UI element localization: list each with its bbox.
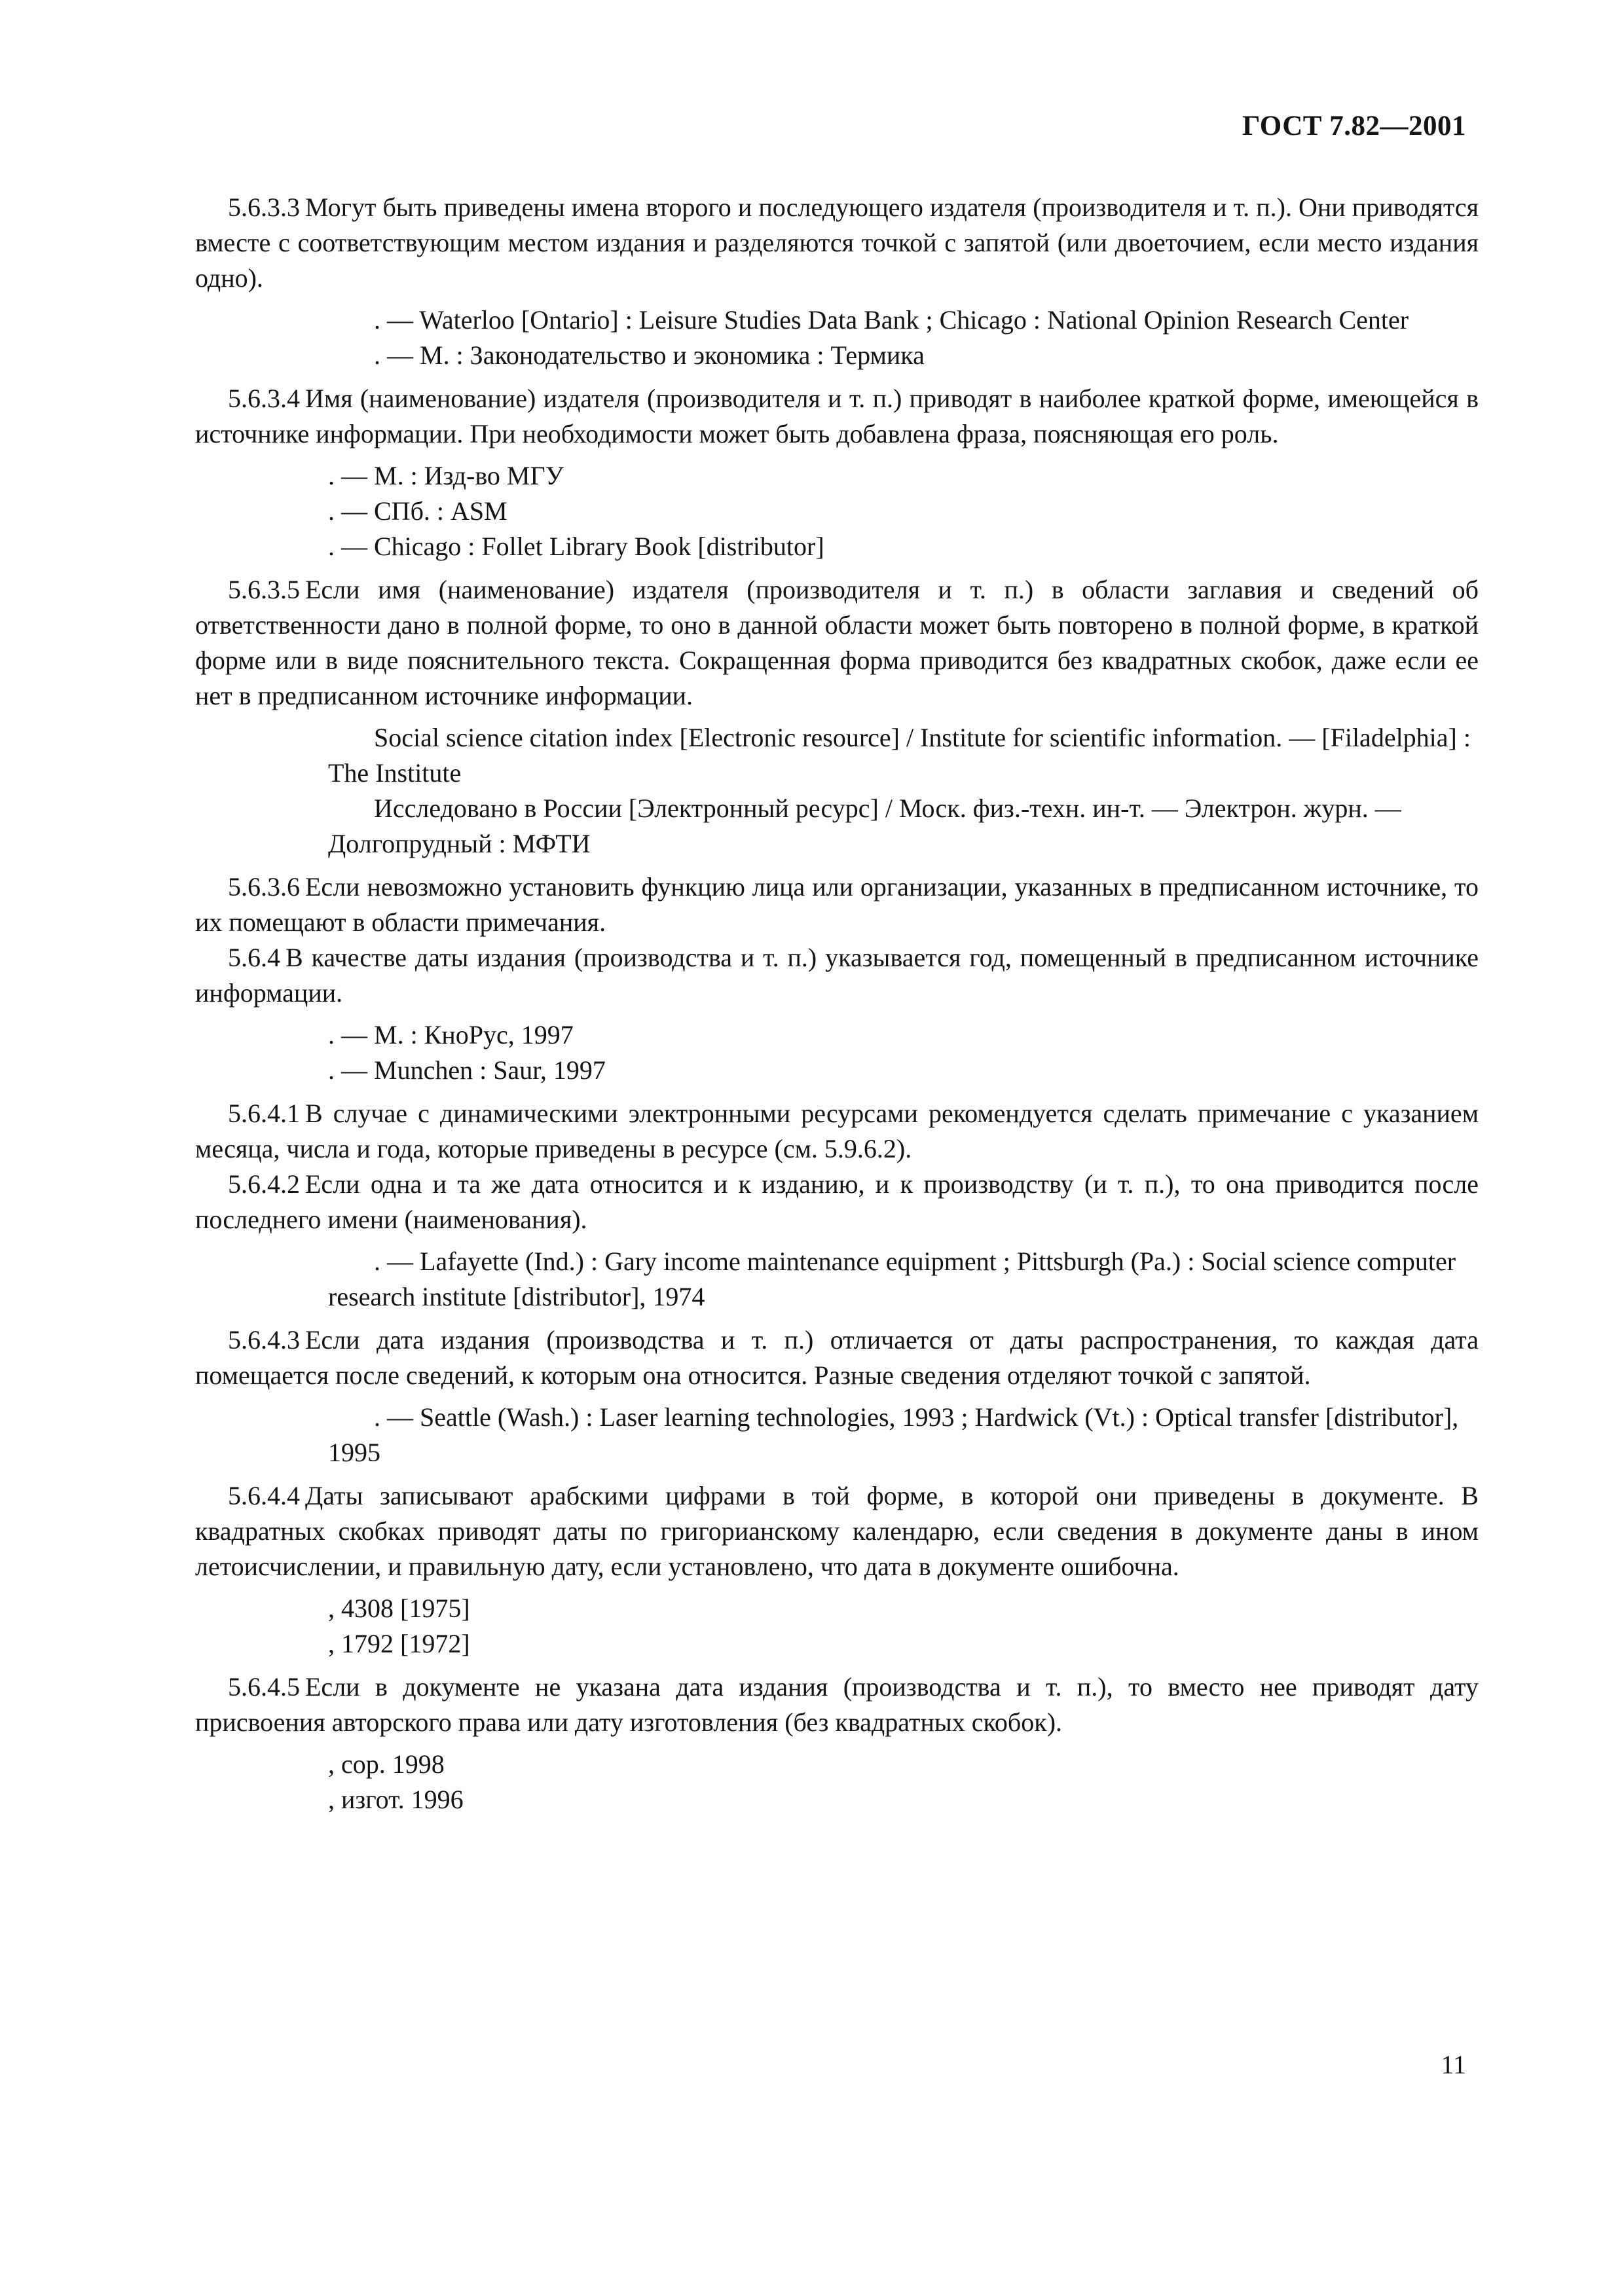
document-body [195, 190, 1479, 1825]
example-line: . — М. : КноРус, 1997 [328, 1020, 574, 1049]
paragraph-5-6-4-5 [195, 1669, 1479, 1740]
paragraph-5-6-3-4 [195, 381, 1479, 452]
example-line: . — Lafayette (Ind.) : Gary income maintenance equipment ; Pittsburgh (Pa.) : Social science computer research institute [distributor], 1974 [328, 1247, 1456, 1311]
clause-number: 5.6.4.3 [228, 1325, 300, 1355]
clause-number: 5.6.4.1 [228, 1099, 300, 1128]
example-block [195, 1591, 1479, 1662]
example-block [195, 302, 1479, 373]
paragraph-5-6-3-5 [195, 572, 1479, 714]
example-line: . — Seattle (Wash.) : Laser learning technologies, 1993 ; Hardwick (Vt.) : Optical transfer [distributor], 1995 [328, 1402, 1459, 1467]
example-line: , cop. 1998 [328, 1749, 445, 1779]
document-header: ГОСТ 7.82—2001 [1242, 111, 1466, 141]
example-line: Social science citation index [Electronic resource] / Institute for scientific information. — [Filadelphia] : The Institute [328, 723, 1471, 788]
example-line: . — Munchen : Saur, 1997 [328, 1055, 606, 1085]
example-block [195, 1400, 1479, 1470]
example-block [195, 720, 1479, 862]
paragraph-5-6-4-1 [195, 1096, 1479, 1167]
example-line: . — Chicago : Follet Library Book [distributor] [328, 532, 824, 561]
paragraph-text: Если дата издания (производства и т. п.) отличается от даты распространения, то каждая дата помещается после сведений, к которым она относится. Разные сведения отделяют точкой с запятой. [195, 1325, 1479, 1390]
example-block [195, 1017, 1479, 1088]
paragraph-5-6-4-3 [195, 1322, 1479, 1393]
example-block [195, 1747, 1479, 1817]
paragraph-text: Если одна и та же дата относится и к изданию, и к производству (и т. п.), то она приводится после последнего имени (наименования). [195, 1169, 1479, 1234]
paragraph-5-6-4-2 [195, 1167, 1479, 1237]
clause-number: 5.6.4 [228, 943, 280, 972]
paragraph-text: Имя (наименование) издателя (производителя и т. п.) приводят в наиболее краткой форме, имеющейся в источнике информации. При необходимости может быть добавлена фраза, поясняющая его роль. [195, 384, 1479, 448]
clause-number: 5.6.4.5 [228, 1672, 300, 1702]
page-number: 11 [1441, 2050, 1466, 2079]
paragraph-text: Если имя (наименование) издателя (производителя и т. п.) в области заглавия и сведений об ответственности дано в полной форме, то оно в данной области может быть повторено в полной форме, в краткой форме или в виде пояснительного текста. Сокращенная форма приводится без квадратных скобок, даже если ее нет в предписанном источнике информации. [195, 575, 1479, 710]
clause-number: 5.6.3.4 [228, 384, 300, 413]
paragraph-5-6-4 [195, 940, 1479, 1011]
paragraph-text: Даты записывают арабскими цифрами в той форме, в которой они приведены в документе. В квадратных скобках приводят даты по григорианскому календарю, если сведения в документе даны в ином летоисчислении, и правильную дату, если установлено, что дата в документе ошибочна. [195, 1481, 1479, 1581]
paragraph-5-6-4-4 [195, 1478, 1479, 1584]
example-line: , 4308 [1975] [328, 1594, 470, 1623]
paragraph-text: Могут быть приведены имена второго и последующего издателя (производителя и т. п.). Они приводятся вместе с соответствующим местом издания и разделяются точкой с запятой (или двоеточием, если место издания одно). [195, 192, 1479, 293]
example-line: . — Waterloo [Ontario] : Leisure Studies Data Bank ; Chicago : National Opinion Research Center [374, 305, 1409, 335]
clause-number: 5.6.3.3 [228, 192, 300, 222]
example-line: . — М. : Изд-во МГУ [328, 461, 564, 490]
paragraph-text: В случае с динамическими электронными ресурсами рекомендуется сделать примечание с указанием месяца, числа и года, которые приведены в ресурсе (см. 5.9.6.2). [195, 1099, 1479, 1163]
paragraph-text: Если невозможно установить функцию лица или организации, указанных в предписанном источнике, то их помещают в области примечания. [195, 872, 1479, 937]
example-line: Исследовано в России [Электронный ресурс] / Моск. физ.-техн. ин-т. — Электрон. журн. — Долгопрудный : МФТИ [328, 793, 1401, 858]
example-line: . — М. : Законодательство и экономика : Термика [374, 340, 925, 370]
paragraph-text: Если в документе не указана дата издания (производства и т. п.), то вместо нее приводят дату присвоения авторского права или дату изготовления (без квадратных скобок). [195, 1672, 1479, 1737]
paragraph-5-6-3-3 [195, 190, 1479, 296]
example-line: , 1792 [1972] [328, 1629, 470, 1658]
example-block [195, 458, 1479, 564]
clause-number: 5.6.3.5 [228, 575, 300, 604]
clause-number: 5.6.4.2 [228, 1169, 300, 1199]
example-block [195, 1244, 1479, 1315]
paragraph-5-6-3-6 [195, 869, 1479, 940]
clause-number: 5.6.3.6 [228, 872, 300, 902]
clause-number: 5.6.4.4 [228, 1481, 300, 1510]
example-line: , изгот. 1996 [328, 1785, 464, 1814]
paragraph-text: В качестве даты издания (производства и т. п.) указывается год, помещенный в предписанном источнике информации. [195, 943, 1479, 1008]
example-line: . — СПб. : ASM [328, 496, 507, 526]
